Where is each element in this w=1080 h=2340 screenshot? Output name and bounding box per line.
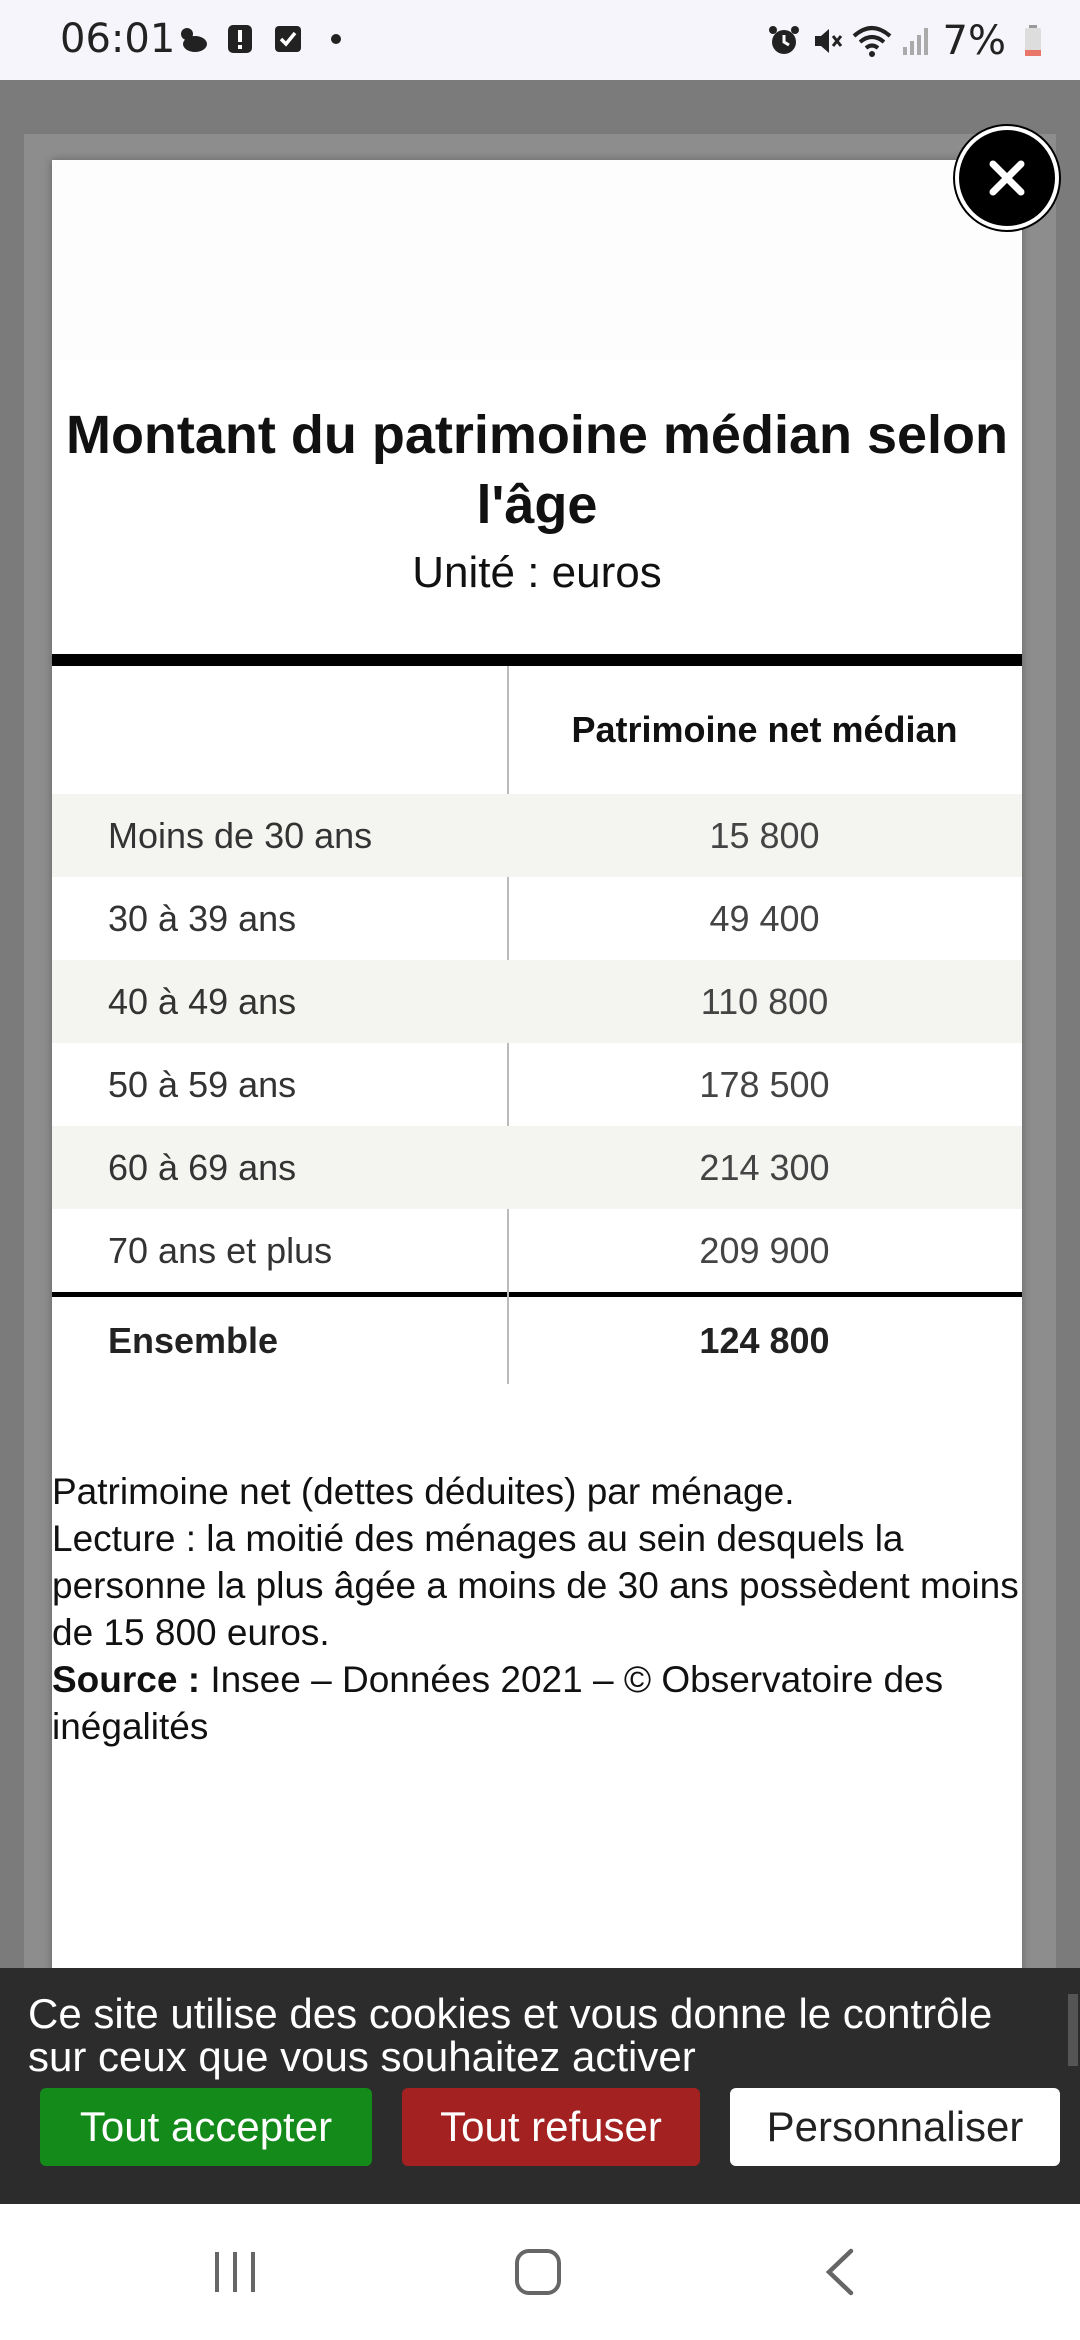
signal-icon <box>899 24 933 58</box>
table-row <box>52 794 1022 877</box>
note-definition: Patrimoine net (dettes déduites) par ménage. <box>52 1471 795 1512</box>
back-icon <box>823 2247 857 2297</box>
table-modal <box>52 160 1022 1980</box>
battery-percent: 7% <box>942 18 1006 64</box>
row-value: 110 800 <box>700 980 829 1022</box>
cookie-message-scroll[interactable] <box>28 1990 1058 2080</box>
row-label: Moins de 30 ans <box>108 814 373 856</box>
battery-icon <box>1016 24 1050 58</box>
weather-icon <box>175 22 209 56</box>
status-time: 06:01 <box>60 16 176 62</box>
row-label: 40 à 49 ans <box>108 980 297 1022</box>
modal-subtitle: Unité : euros <box>412 548 662 597</box>
modal-title: Montant du patrimoine médian selon l'âge <box>65 405 1009 535</box>
navigation-bar <box>0 2204 1080 2340</box>
total-label: Ensemble <box>108 1320 279 1361</box>
close-button[interactable] <box>955 126 1059 230</box>
row-value: 214 300 <box>699 1146 830 1188</box>
row-value: 178 500 <box>699 1063 830 1105</box>
table-notes <box>52 1468 1022 1750</box>
total-value: 124 800 <box>699 1320 830 1361</box>
cookie-message: Ce site utilise des cookies et vous donne le contrôle sur ceux que vous souhaitez activer <box>28 1990 993 2080</box>
source-label: Source : <box>52 1659 201 1700</box>
refuse-all-button[interactable]: Tout refuser <box>402 2088 700 2166</box>
table-top-rule <box>52 654 1022 666</box>
table-total-row <box>52 1297 1022 1385</box>
note-source <box>52 1656 1022 1750</box>
back-button[interactable] <box>820 2242 860 2302</box>
home-icon <box>513 2247 563 2297</box>
home-button[interactable] <box>512 2242 564 2302</box>
checkbox-icon <box>271 22 305 56</box>
row-value: 49 400 <box>709 897 820 939</box>
row-label: 30 à 39 ans <box>108 897 297 939</box>
row-value: 209 900 <box>699 1229 830 1271</box>
table-header <box>52 666 1022 794</box>
table-row <box>52 1209 1022 1292</box>
recent-apps-button[interactable] <box>210 2242 260 2302</box>
cookie-banner <box>0 1968 1080 2204</box>
recent-apps-icon <box>212 2250 258 2294</box>
column-header: Patrimoine net médian <box>571 709 958 750</box>
table-row <box>52 877 1022 960</box>
status-bar <box>0 0 1080 80</box>
row-value: 15 800 <box>709 814 820 856</box>
source-text: Insee – Données 2021 – © Observatoire des inégalités <box>52 1659 944 1747</box>
table-row <box>52 960 1022 1043</box>
close-icon <box>987 158 1027 198</box>
table-row <box>52 1126 1022 1209</box>
cookie-scrollbar[interactable] <box>1068 1994 1078 2066</box>
modal-header-space <box>52 160 1022 360</box>
accept-all-button[interactable]: Tout accepter <box>40 2088 372 2166</box>
dot-icon <box>319 22 353 56</box>
note-reading: Lecture : la moitié des ménages au sein desquels la personne la plus âgée a moins de 30 ans possèdent moins de 15 800 euros. <box>52 1518 1019 1653</box>
row-label: 60 à 69 ans <box>108 1146 297 1188</box>
row-label: 70 ans et plus <box>108 1229 333 1271</box>
data-table <box>52 654 1022 1385</box>
alarm-icon <box>767 24 801 58</box>
table-row <box>52 1043 1022 1126</box>
row-label: 50 à 59 ans <box>108 1063 297 1105</box>
customize-button[interactable]: Personnaliser <box>730 2088 1060 2166</box>
alert-icon <box>223 22 257 56</box>
mute-icon <box>811 24 845 58</box>
wifi-icon <box>855 24 889 58</box>
